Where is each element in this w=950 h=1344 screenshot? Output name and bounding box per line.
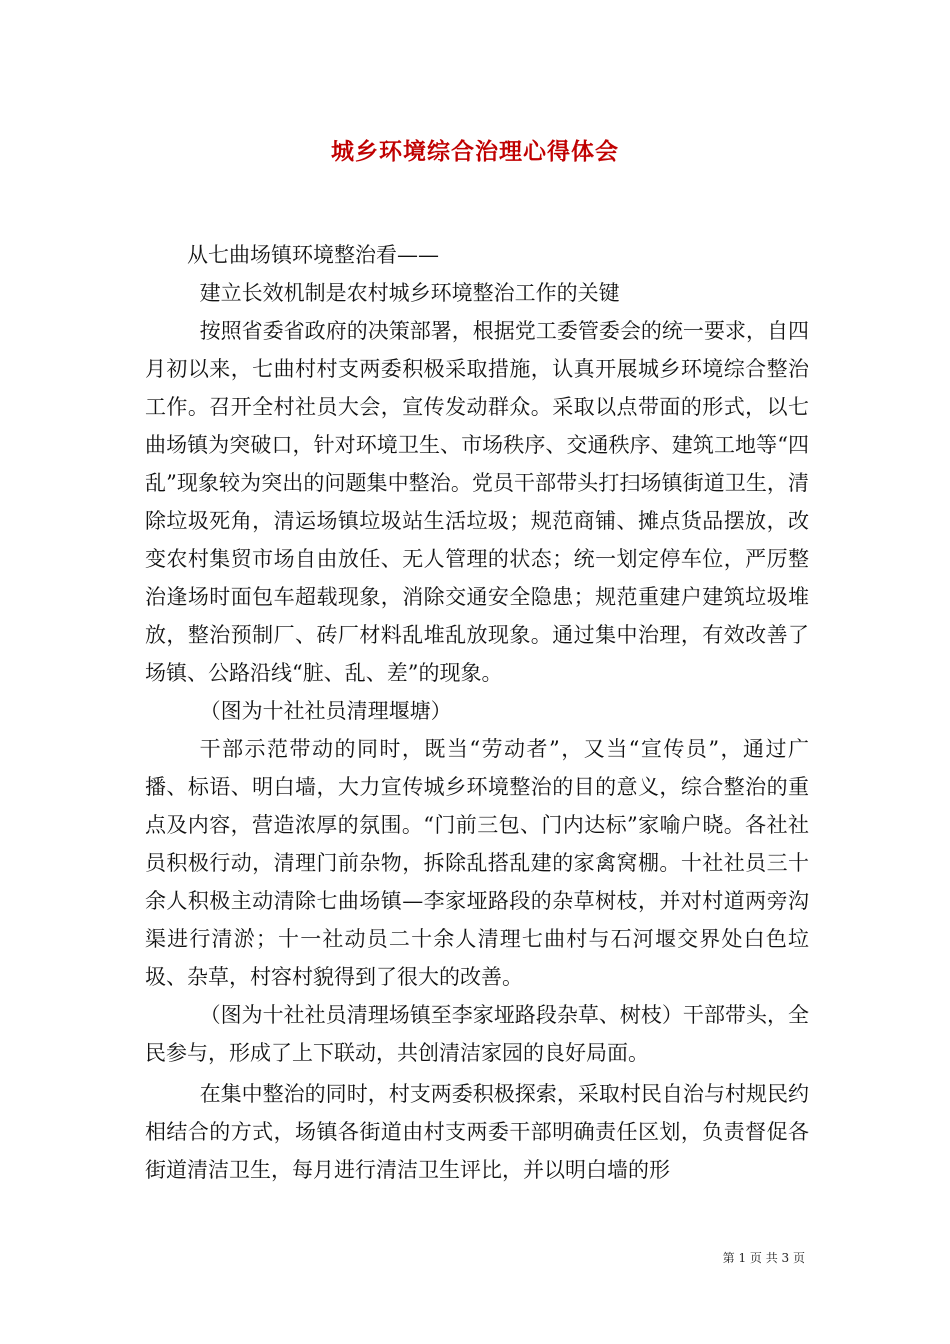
body-paragraph: 按照省委省政府的决策部署，根据党工委管委会的统一要求，自四月初以来，七曲村村支两委积极采取措施，认真开展城乡环境综合整治工作。召开全村社员大会，宣传发动群众。采取以点带面的形式，以七曲场镇为突破口，针对环境卫生、市场秩序、交通秩序、建筑工地等“四乱”现象较为突出的问题集中整治。党员干部带头打扫场镇街道卫生，清除垃圾死角，清运场镇垃圾站生活垃圾；规范商铺、摊点货品摆放，改变农村集贸市场自由放任、无人管理的状态；统一划定停车位，严厉整治逢场时面包车超载现象，消除交通安全隐患；规范重建户建筑垃圾堆放，整治预制厂、砖厂材料乱堆乱放现象。通过集中治理，有效改善了场镇、公路沿线“脏、乱、差”的现象。 [145, 319, 809, 685]
body-paragraph: 在集中整治的同时，村支两委积极探索，采取村民自治与村规民约相结合的方式，场镇各街道由村支两委干部明确责任区划，负责督促各街道清洁卫生，每月进行清洁卫生评比，并以明白墙的形 [145, 1082, 809, 1182]
document-title: 城乡环境综合治理心得体会 [331, 138, 619, 165]
body-paragraph: （图为十社社员清理场镇至李家垭路段杂草、树枝）干部带头，全民参与，形成了上下联动，共创清洁家园的良好局面。 [145, 1003, 809, 1065]
subtitle-line-1: 从七曲场镇环境整治看—— [187, 243, 439, 267]
body-paragraph: 干部示范带动的同时，既当“劳动者”，又当“宣传员”，通过广播、标语、明白墙，大力宣传城乡环境整治的目的意义，综合整治的重点及内容，营造浓厚的氛围。“门前三包、门内达标”家喻户晓。各社社员积极行动，清理门前杂物，拆除乱搭乱建的家禽窝棚。十社社员三十余人积极主动清除七曲场镇—李家垭路段的杂草树枝，并对村道两旁沟渠进行清淤；十一社动员二十余人清理七曲村与石河堰交界处白色垃圾、杂草，村容村貌得到了很大的改善。 [145, 737, 809, 989]
subtitle-line-2: 建立长效机制是农村城乡环境整治工作的关键 [199, 281, 620, 305]
image-caption: （图为十社社员清理堰塘） [199, 699, 452, 723]
document-body [145, 236, 809, 1189]
page-number: 第 1 页 共 3 页 [722, 1251, 805, 1265]
